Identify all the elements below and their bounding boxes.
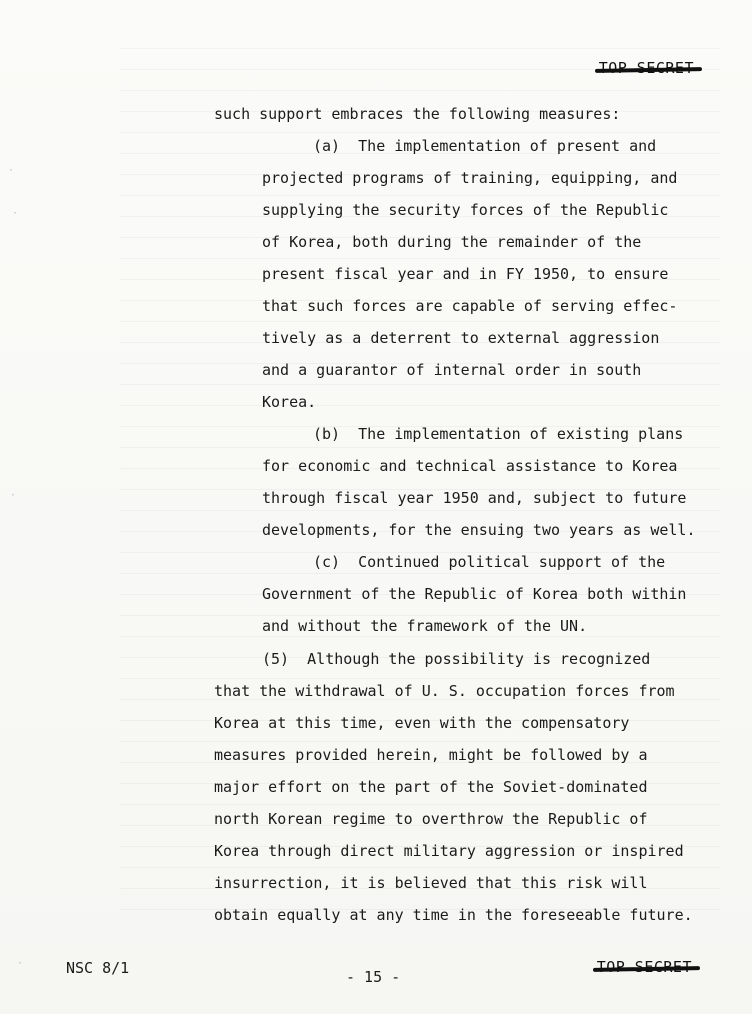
body-line-8: tively as a deterrent to external aggression [262, 329, 660, 347]
scan-speck: · [12, 208, 19, 219]
body-line-1: such support embraces the following measures: [214, 105, 621, 123]
body-line-3: projected programs of training, equipping, and [262, 169, 678, 187]
body-line-11: (b) The implementation of existing plans [313, 425, 684, 443]
body-line-6: present fiscal year and in FY 1950, to ensure [262, 265, 669, 283]
body-line-9: and a guarantor of internal order in south [262, 361, 642, 379]
body-line-12: for economic and technical assistance to Korea [262, 457, 678, 475]
body-line-23: north Korean regime to overthrow the Republic of [214, 810, 648, 828]
body-line-10: Korea. [262, 393, 317, 411]
body-line-5: of Korea, both during the remainder of the [262, 233, 642, 251]
scan-speck: · [17, 958, 24, 969]
page-number: - 15 - [346, 968, 401, 986]
body-line-14: developments, for the ensuing two years as well. [262, 521, 696, 539]
body-line-17: and without the framework of the UN. [262, 617, 588, 635]
scan-speck: · [8, 165, 15, 176]
header-classification [599, 59, 694, 77]
body-line-16: Government of the Republic of Korea both within [262, 585, 687, 603]
body-line-15: (c) Continued political support of the [313, 553, 666, 571]
body-line-4: supplying the security forces of the Republic [262, 201, 669, 219]
document-identifier: NSC 8/1 [66, 959, 130, 977]
body-line-2: (a) The implementation of present and [313, 137, 657, 155]
body-line-7: that such forces are capable of serving effec- [262, 297, 678, 315]
footer-classification [597, 958, 692, 976]
body-line-19: that the withdrawal of U. S. occupation forces from [214, 682, 675, 700]
body-line-26: obtain equally at any time in the foreseeable future. [214, 906, 693, 924]
body-line-20: Korea at this time, even with the compensatory [214, 714, 630, 732]
body-line-18: (5) Although the possibility is recognized [262, 650, 651, 668]
scan-speck: · [10, 490, 17, 501]
body-line-24: Korea through direct military aggression or inspired [214, 842, 684, 860]
body-line-21: measures provided herein, might be followed by a [214, 746, 648, 764]
body-line-25: insurrection, it is believed that this risk will [214, 874, 648, 892]
body-line-13: through fiscal year 1950 and, subject to future [262, 489, 687, 507]
body-line-22: major effort on the part of the Soviet-dominated [214, 778, 648, 796]
